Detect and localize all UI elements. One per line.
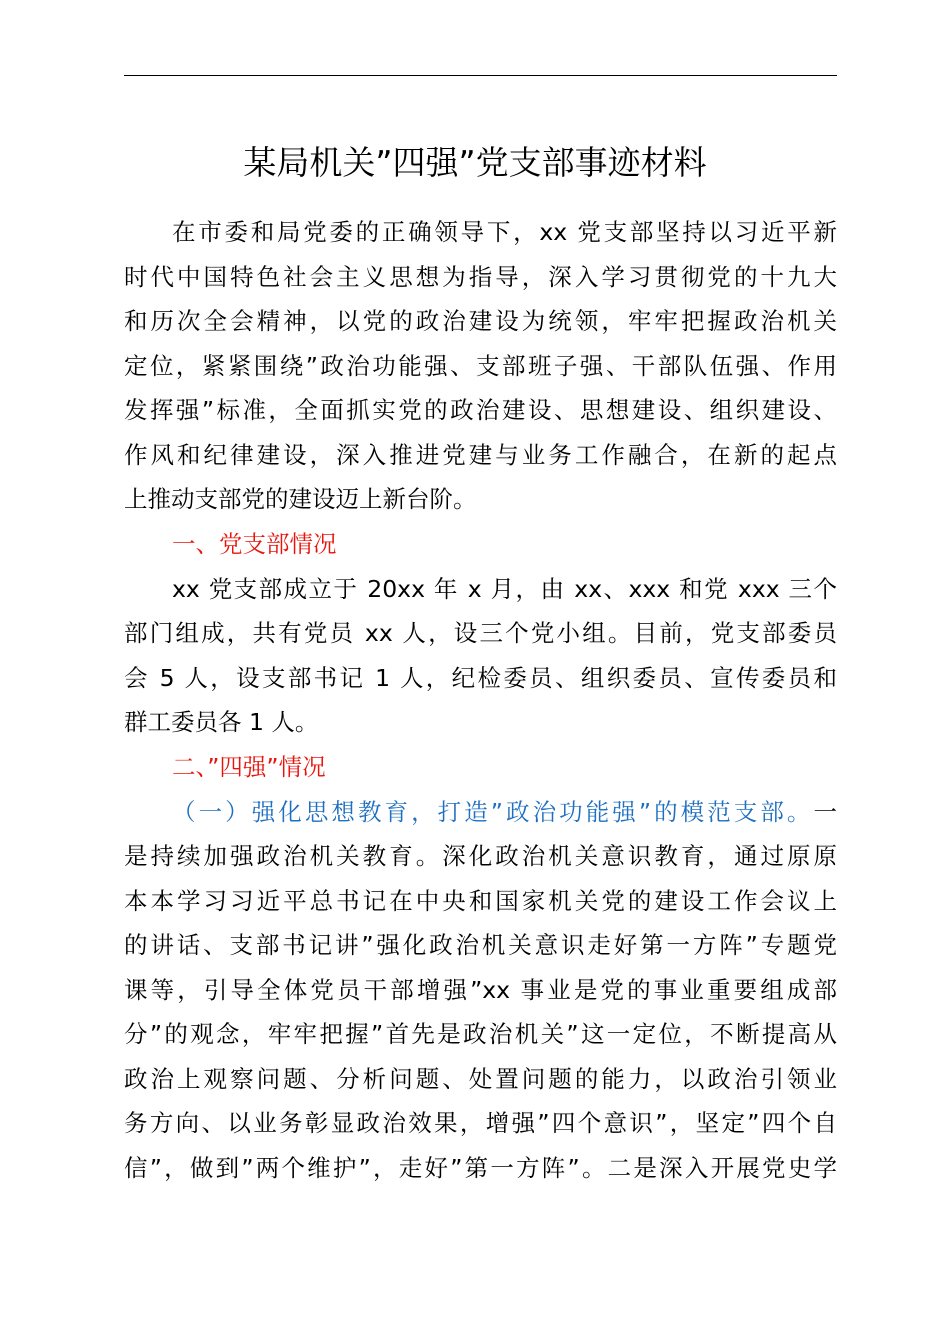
- section2-line-7: 务方向、以业务彰显政治效果，增强”四个意识”，坚定”四个自: [124, 1109, 837, 1137]
- section2-subheading-tail: 一: [813, 798, 837, 826]
- intro-line-2: 时代中国特色社会主义思想为指导，深入学习贯彻党的十九大: [124, 263, 837, 291]
- section1-heading: 一、党支部情况: [172, 530, 337, 558]
- section2-heading: 二、”四强”情况: [172, 753, 326, 781]
- document-title: 某局机关”四强”党支部事迹材料: [243, 143, 707, 182]
- intro-line-7: 上推动支部党的建设迈上新台阶。: [124, 485, 477, 513]
- section1-line-2: 部门组成，共有党员 xx 人，设三个党小组。目前，党支部委员: [124, 619, 837, 647]
- section1-line-1: xx 党支部成立于 20xx 年 x 月，由 xx、xxx 和党 xxx 三个: [172, 575, 837, 603]
- intro-line-6: 作风和纪律建设，深入推进党建与业务工作融合，在新的起点: [124, 441, 837, 469]
- intro-line-5: 发挥强”标准，全面抓实党的政治建设、思想建设、组织建设、: [124, 396, 837, 424]
- intro-line-4: 定位，紧紧围绕”政治功能强、支部班子强、干部队伍强、作用: [124, 352, 837, 380]
- section2-line-3: 的讲话、支部书记讲”强化政治机关意识走好第一方阵”专题党: [124, 931, 837, 959]
- section2-line-5: 分”的观念，牢牢把握”首先是政治机关”这一定位，不断提高从: [124, 1020, 837, 1048]
- section2-line-6: 政治上观察问题、分析问题、处置问题的能力，以政治引领业: [124, 1065, 837, 1093]
- intro-line-1: 在市委和局党委的正确领导下，xx 党支部坚持以习近平新: [172, 218, 837, 246]
- intro-line-3: 和历次全会精神，以党的政治建设为统领，牢牢把握政治机关: [124, 307, 837, 335]
- section2-subheading-line: [172, 797, 837, 827]
- section1-line-3: 会 5 人，设支部书记 1 人，纪检委员、组织委员、宣传委员和: [124, 664, 837, 692]
- section2-line-1: 是持续加强政治机关教育。深化政治机关意识教育，通过原原: [124, 842, 837, 870]
- top-rule: [124, 75, 837, 76]
- section2-line-4: 课等，引导全体党员干部增强”xx 事业是党的事业重要组成部: [124, 976, 837, 1004]
- section2-line-8: 信”，做到”两个维护”，走好”第一方阵”。二是深入开展党史学: [124, 1154, 837, 1182]
- section2-subheading: （一）强化思想教育，打造”政治功能强”的模范支部。: [172, 798, 814, 826]
- section2-line-2: 本本学习习近平总书记在中央和国家机关党的建设工作会议上: [124, 887, 837, 915]
- section1-line-4: 群工委员各 1 人。: [124, 708, 319, 736]
